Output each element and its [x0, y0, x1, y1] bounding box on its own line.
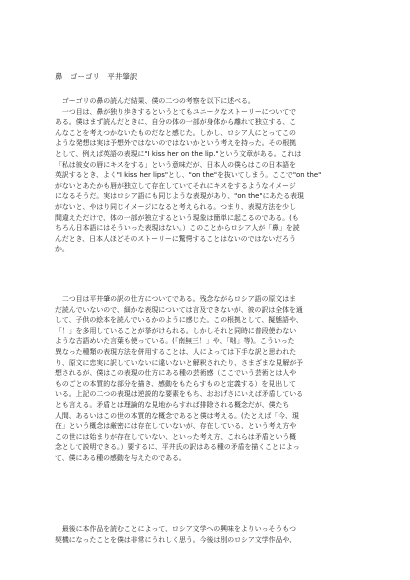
- text-line: て、僕にある種の感動を与えたのである。: [55, 453, 186, 462]
- text-line: して、子供の絵本を読んでいるかのように感じた。この根拠として、擬態語や、: [55, 316, 303, 325]
- text-line: だ読んでいないので、細かな表現については言及できないが、彼の訳は全体を通: [55, 305, 303, 314]
- text-line: ゴーゴリの鼻の読んだ結果、僕の二つの考察を以下に述べる。: [55, 97, 255, 105]
- text-line: か。: [55, 245, 69, 254]
- text-line: 「！」を多用していることが挙がけられる。しかしそれと同時に普段使わない: [55, 326, 297, 335]
- text-line: 「私は彼女の唇にキスをする」という意味だが、日本人の僕らはこの日本語を: [55, 160, 297, 169]
- text-line: になるそうだ。実はロシア語にも同じような表現があり、"on the"にあたる表現: [55, 192, 304, 201]
- paragraph-3: [55, 524, 355, 545]
- text-line: とも言える。矛盾とは理論的な見地からすれば排除される概念だが、僕たち: [55, 400, 290, 409]
- document-title: 鼻 ゴーゴリ 平井肇訳: [55, 72, 138, 81]
- text-line: 在」という概念は厳密には存在していないが、存在している、という考え方や: [55, 422, 297, 431]
- text-line: がないとあたかも唇が独立して存在していてそれにキスをするようなイメージ: [55, 181, 296, 190]
- text-line: 念として説明できる。）要するに、平井氏の訳はある種の矛盾を描くことによっ: [55, 443, 300, 452]
- text-line: がないと、やはり同じイメージになると考えられる。つまり、表現方法を少し: [55, 202, 296, 211]
- text-line: 二つ目は平井肇の訳の仕方についてである。残念ながらロシア語の原文はま: [55, 295, 297, 303]
- text-line: んなことを考えつかないたものだなと感じた。しかし、ロシア人にとってこの: [55, 128, 296, 137]
- text-line: として、例えば英語の表現に"I kiss her on the lip."という文章がある。これは: [55, 149, 302, 158]
- text-line: 人間、あるいはこの世の本質的な概念であると僕は考える。(たとえば「今、現: [55, 411, 299, 420]
- text-line: ものごとの本質的な部分を描き、感動をもたらすものと定義する）を見出して: [55, 379, 296, 388]
- text-line: んだとき、日本人ほどそのストーリーに驚愕することはないのではないだろう: [55, 234, 296, 243]
- text-line: ある。僕はまず読んだときに、自分の体の一部が身体から離れて独立する、こ: [55, 118, 297, 127]
- text-line: 間違えただけで、体の一部が独立するという現象は簡単に起こるのである。(も: [55, 213, 299, 222]
- text-line: ような発想は実は予想外ではないのではないかという考えを持った。その根拠: [55, 139, 297, 148]
- text-line: 想されるが、僕はこの表現の仕方にある種の芸術感（ここでいう芸術とは人や: [55, 369, 297, 378]
- text-line: 契機になったことを僕は非常にうれしく思う。今後は別のロシア文学作品や、: [55, 535, 297, 544]
- paragraph-1: [55, 96, 355, 255]
- text-line: 最後に本作品を読むことによって、ロシア文学への興味をよりいっそうもつ: [55, 525, 297, 533]
- text-line: 異なった種類の表現方法を併用することは、人によっては下手な訳と思われた: [55, 347, 297, 356]
- text-line: この世には始まりが存在していない、といった考え方、これらは矛盾という概: [55, 432, 297, 441]
- text-line: ちろん日本語にはそういった表現はない。）このことからロシア人が「鼻」を読: [55, 224, 300, 233]
- text-line: ような古語めいた言葉も使っている。(「南無三！」や、「咄」等)。こういった: [55, 337, 295, 346]
- text-line: り、原文に忠実に訳していないに違いないと解釈されたり、さまざまな見解が予: [55, 358, 304, 367]
- text-line: いる。上記の二つの表現は逆説的な要素をもち、おおげさにいえば矛盾している: [55, 390, 304, 399]
- paragraph-2: [55, 294, 355, 464]
- text-line: 英訳するとき、よく"I kiss her lips"とし、"on the"を抜いてしまう。ここで"on the": [55, 171, 322, 180]
- text-line: 一つ目は、鼻が独り歩きするというとてもユニークなストーリーについてで: [55, 107, 297, 116]
